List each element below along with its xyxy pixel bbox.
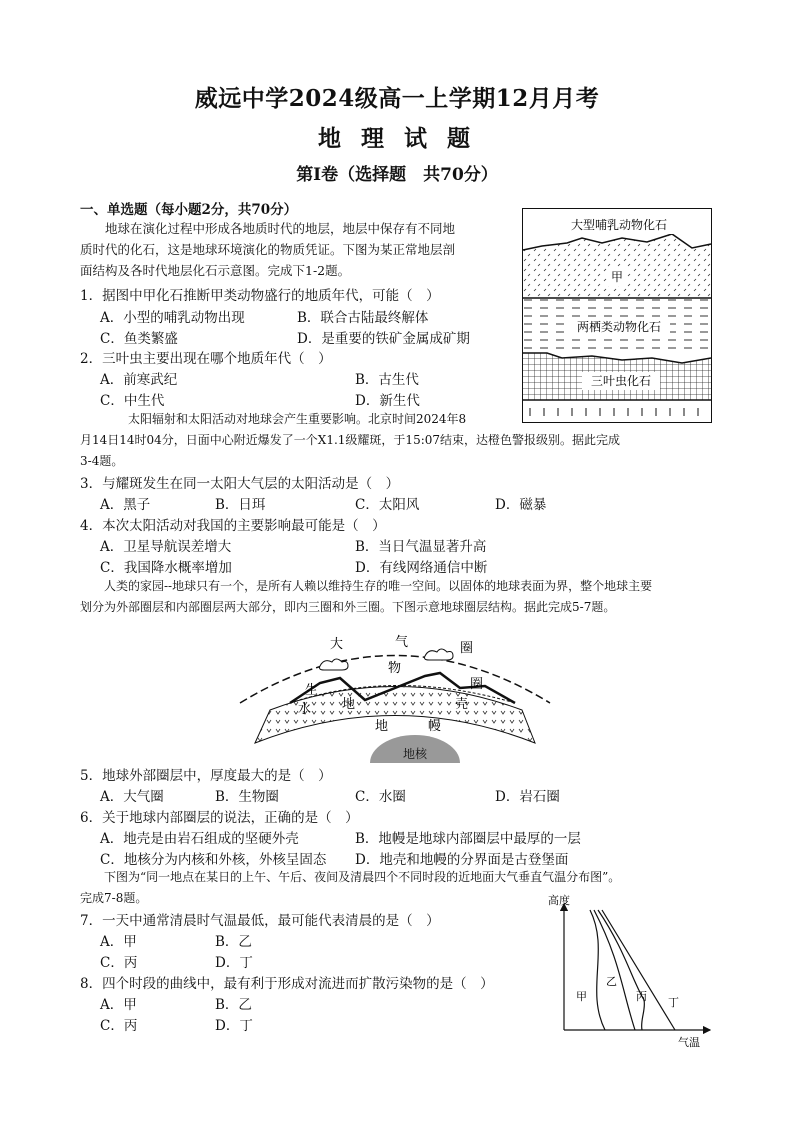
intro-line: 划分为外部圈层和内部圈层两大部分，即内三圈和外三圈。下图示意地球圈层结构。据此完成5-7题。	[80, 600, 616, 614]
mantle-char-1: 地	[375, 719, 389, 734]
q3-option-d[interactable]: D．磁暴	[495, 497, 547, 513]
q1-option-d[interactable]: D．是重要的铁矿金属成矿期	[297, 331, 470, 347]
intro-line: 面结构及各时代地层化石示意图。完成下1-2题。	[80, 263, 351, 278]
strata-label-amphibian: 两栖类动物化石	[576, 320, 662, 334]
crust-char-2: 壳	[455, 697, 469, 712]
q5-option-c[interactable]: C．水圈	[355, 789, 406, 805]
bio-char-1: 生	[305, 683, 319, 698]
intro-line: 太阳辐射和太阳活动对地球会产生重要影响。北京时间2024年8	[80, 412, 467, 426]
q8-option-d[interactable]: D．丁	[215, 1018, 253, 1034]
question-3: 3．与耀斑发生在同一太阳大气层的太阳活动是（ ）	[80, 476, 400, 492]
q4-option-b[interactable]: B．当日气温显著升高	[355, 539, 487, 555]
atm-char-3: 圈	[460, 641, 474, 656]
q2-option-c[interactable]: C．中生代	[100, 393, 165, 409]
atm-char-2: 气	[395, 635, 409, 650]
q7-option-d[interactable]: D．丁	[215, 955, 253, 971]
q6-option-b[interactable]: B．地幔是地球内部圈层中最厚的一层	[355, 831, 581, 847]
q3-option-b[interactable]: B．日珥	[215, 497, 266, 513]
section-heading: 一、单选题（每小题2分，共70分）	[80, 202, 298, 218]
question-5: 5．地球外部圈层中，厚度最大的是（ ）	[80, 768, 332, 784]
q8-option-b[interactable]: B．乙	[215, 997, 252, 1013]
part-title: 第Ⅰ卷（选择题 共70分）	[296, 165, 498, 185]
strata-label-mammal: 大型哺乳动物化石	[570, 218, 668, 232]
q4-option-d[interactable]: D．有线网络通信中断	[355, 560, 488, 576]
q1-option-c[interactable]: C．鱼类繁盛	[100, 331, 178, 347]
curve-label-jia: 甲	[576, 990, 587, 1003]
y-axis-label: 高度	[548, 894, 570, 907]
q3-option-c[interactable]: C．太阳风	[355, 497, 420, 513]
intro-line: 完成7-8题。	[80, 891, 148, 905]
q5-option-d[interactable]: D．岩石圈	[495, 789, 560, 805]
intro-line: 3-4题。	[80, 454, 124, 468]
curve-label-bing: 丙	[636, 990, 647, 1003]
temperature-profile-figure	[540, 890, 720, 1050]
q7-option-b[interactable]: B．乙	[215, 934, 252, 950]
curve-ding	[602, 910, 675, 1030]
question-7: 7．一天中通常清晨时气温最低，最可能代表清晨的是（ ）	[80, 913, 440, 929]
q1-option-a[interactable]: A．小型的哺乳动物出现	[100, 310, 245, 326]
q2-option-d[interactable]: D．新生代	[355, 393, 420, 409]
exam-title: 威远中学2024级高一上学期12月月考	[194, 85, 600, 112]
intro-line: 下图为“同一地点在某日的上午、午后、夜间及清晨四个不同时段的近地面大气垂直气温分布图”。	[80, 870, 621, 884]
q5-option-a[interactable]: A．大气圈	[100, 789, 164, 805]
q5-option-b[interactable]: B．生物圈	[215, 789, 279, 805]
crust-char-1: 地	[342, 697, 356, 712]
intro-line: 人类的家园--地球只有一个，是所有人赖以维持生存的唯一空间。以固体的地球表面为界，整个地球主要	[80, 579, 653, 593]
q3-option-a[interactable]: A．黑子	[100, 497, 151, 513]
intro-line: 质时代的化石，这是地球环境演化的物质凭证。下图为某正常地层剖	[80, 242, 456, 257]
question-1: 1．据图中甲化石推断甲类动物盛行的地质年代，可能（ ）	[80, 288, 440, 304]
atm-char-1: 大	[330, 637, 344, 652]
intro-line: 地球在演化过程中形成各地质时代的地层，地层中保存有不同地	[80, 221, 456, 236]
water-char: 水	[298, 702, 312, 717]
x-axis-label: 气温	[678, 1036, 700, 1049]
bio-char-3: 圈	[470, 677, 484, 692]
question-8: 8．四个时段的曲线中，最有利于形成对流进而扩散污染物的是（ ）	[80, 976, 494, 992]
q8-option-c[interactable]: C．丙	[100, 1018, 138, 1034]
question-4: 4．本次太阳活动对我国的主要影响最可能是（ ）	[80, 518, 386, 534]
strata-label-trilobite: 三叶虫化石	[590, 374, 652, 388]
curve-bing	[598, 910, 644, 1030]
question-2: 2．三叶虫主要出现在哪个地质年代（ ）	[80, 351, 332, 367]
q1-option-b[interactable]: B．联合古陆最终解体	[297, 310, 429, 326]
q6-option-a[interactable]: A．地壳是由岩石组成的坚硬外壳	[100, 831, 299, 847]
mantle-char-2: 幔	[428, 719, 442, 734]
q2-option-a[interactable]: A．前寒武纪	[100, 372, 178, 388]
earth-spheres-figure	[230, 628, 560, 763]
q7-option-c[interactable]: C．丙	[100, 955, 138, 971]
core-label: 地核	[402, 747, 428, 761]
intro-paragraph-1	[80, 218, 520, 281]
q4-option-c[interactable]: C．我国降水概率增加	[100, 560, 232, 576]
curve-yi	[594, 910, 635, 1030]
curve-label-ding: 丁	[668, 996, 679, 1009]
bio-char-2: 物	[388, 661, 402, 676]
q7-option-a[interactable]: A．甲	[100, 934, 137, 950]
q6-option-c[interactable]: C．地核分为内核和外核，外核呈固态	[100, 852, 327, 868]
curve-label-yi: 乙	[606, 975, 617, 988]
q6-option-d[interactable]: D．地壳和地幔的分界面是古登堡面	[355, 852, 569, 868]
strata-figure	[522, 208, 712, 423]
q8-option-a[interactable]: A．甲	[100, 997, 137, 1013]
question-6: 6．关于地球内部圈层的说法，正确的是（ ）	[80, 810, 359, 826]
q2-option-b[interactable]: B．古生代	[355, 372, 419, 388]
strata-label-jia: 甲	[610, 270, 624, 284]
q4-option-a[interactable]: A．卫星导航误差增大	[100, 539, 232, 555]
intro-line: 月14日14时04分，日面中心附近爆发了一个X1.1级耀斑，于15:07结束，达橙色警报级别。据此完成	[80, 433, 621, 447]
subject-title: 地 理 试 题	[317, 125, 477, 152]
intro-paragraph-3	[80, 576, 720, 618]
